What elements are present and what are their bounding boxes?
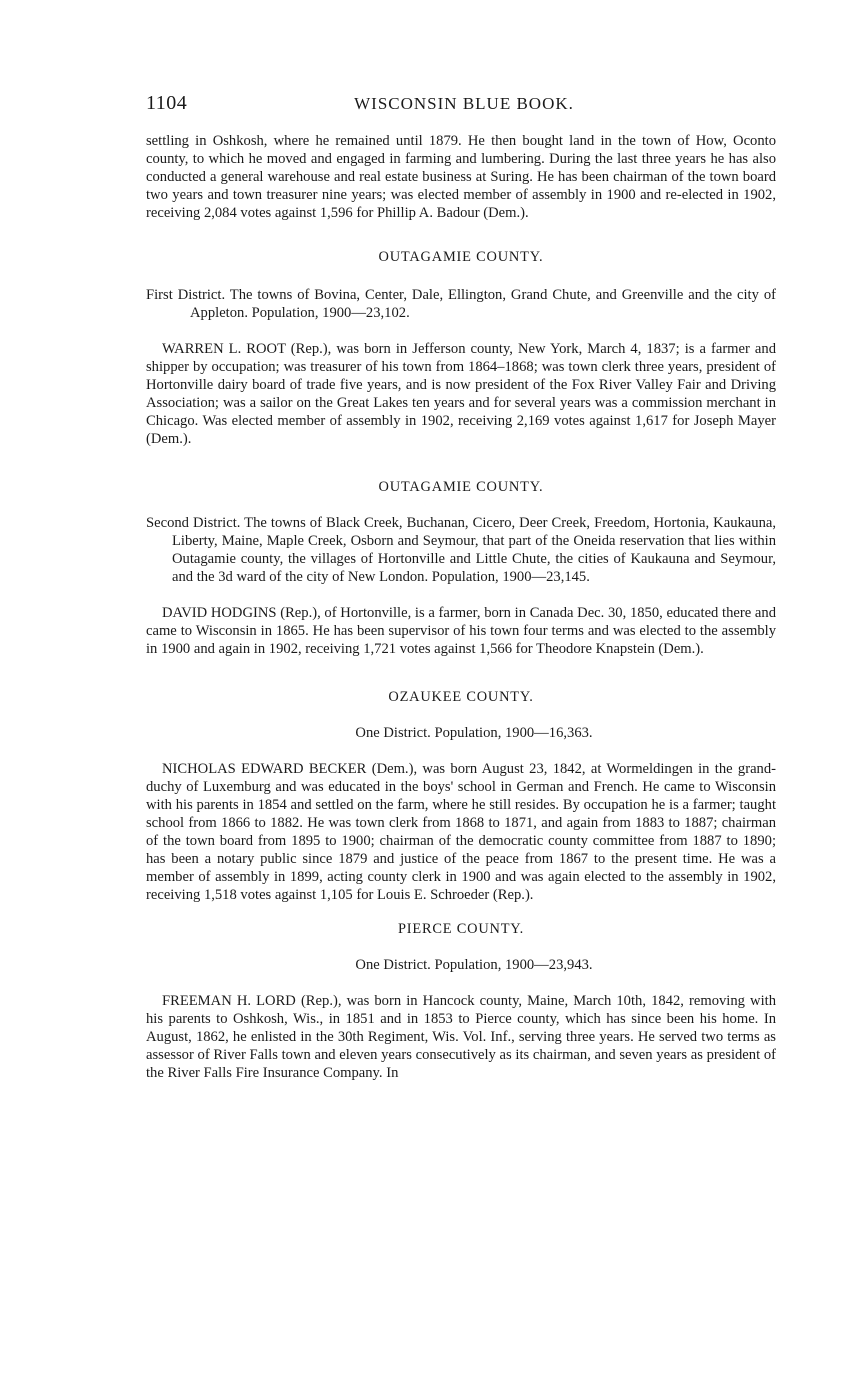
county-heading-pierce: PIERCE COUNTY. (397, 921, 525, 937)
county-heading-outagamie-2: OUTAGAMIE COUNTY. (378, 479, 544, 495)
running-title: WISCONSIN BLUE BOOK. (354, 94, 574, 113)
biography-nicholas-becker: NICHOLAS EDWARD BECKER (Dem.), was born August 23, 1842, at Wormeldingen in the grand-duchy of Luxemburg and was educated in the boys' school in German and French. He came to Wisconsin with his parents in 1854 and settled on the farm, where he still resides. By occupation he is a farmer; taught school from 1866 to 1882. He was town clerk from 1868 to 1871, and again from 1883 to 1887; chairman of the town board from 1895 to 1900; chairman of the democratic county committee from 1887 to 1890; has been a notary public since 1879 and justice of the peace from 1867 to the present time. He was a member of assembly in 1899, acting county clerk in 1900 and was again elected to the assembly in 1902, receiving 1,518 votes against 1,105 for Louis E. Schroeder (Rep.). (146, 761, 776, 903)
biography-freeman-lord: FREEMAN H. LORD (Rep.), was born in Hancock county, Maine, March 10th, 1842, removing with his parents to Oshkosh, Wis., in 1851 and in 1853 to Pierce county, which has since been his home. In August, 1862, he enlisted in the 30th Regiment, Wis. Vol. Inf., serving three years. He served two terms as assessor of River Falls town and eleven years consecutively as its chairman, and seven years as president of the River Falls Fire Insurance Company. In (146, 993, 776, 1081)
page-header (146, 92, 776, 118)
district-description-outagamie-1: First District. The towns of Bovina, Center, Dale, Ellington, Grand Chute, and Greenville and the city of Appleton. Population, 1900—23,102. (146, 287, 776, 321)
book-page (146, 92, 776, 1082)
page-number: 1104 (146, 92, 188, 114)
biography-david-hodgins: DAVID HODGINS (Rep.), of Hortonville, is a farmer, born in Canada Dec. 30, 1850, educated there and came to Wisconsin in 1865. He has been supervisor of his town four terms and was elected to the assembly in 1900 and again in 1902, receiving 1,721 votes against 1,566 for Theodore Knapstein (Dem.). (146, 605, 776, 657)
county-heading-outagamie-1: OUTAGAMIE COUNTY. (378, 249, 544, 265)
district-description-pierce: One District. Population, 1900—23,943. (355, 957, 593, 973)
district-description-ozaukee: One District. Population, 1900—16,363. (355, 725, 593, 741)
biography-warren-root: WARREN L. ROOT (Rep.), was born in Jefferson county, New York, March 4, 1837; is a farmer and shipper by occupation; was treasurer of his town from 1864–1868; was town clerk three years, president of Hortonville dairy board of trade five years, and is now president of the Fox River Valley Fair and Driving Association; was a sailor on the Great Lakes ten years and for several years was a commission merchant in Chicago. Was elected member of assembly in 1902, receiving 2,169 votes against 1,617 for Joseph Mayer (Dem.). (146, 341, 776, 447)
county-heading-ozaukee: OZAUKEE COUNTY. (388, 689, 534, 705)
district-description-outagamie-2: Second District. The towns of Black Creek, Buchanan, Cicero, Deer Creek, Freedom, Hortonia, Kaukauna, Liberty, Maine, Maple Creek, Osborn and Seymour, that part of the Oneida reservation that lies within Outagamie county, the villages of Hortonville and Little Chute, the cities of Kaukauna and Seymour, and the 3d ward of the city of New London. Population, 1900—23,145. (146, 515, 776, 585)
intro-paragraph: settling in Oshkosh, where he remained until 1879. He then bought land in the town of How, Oconto county, to which he moved and engaged in farming and lumbering. During the last three years he has also conducted a general warehouse and real estate business at Suring. He has been chairman of the town board two years and town treasurer nine years; was elected member of assembly in 1900 and re-elected in 1902, receiving 2,084 votes against 1,596 for Phillip A. Badour (Dem.). (146, 133, 776, 221)
